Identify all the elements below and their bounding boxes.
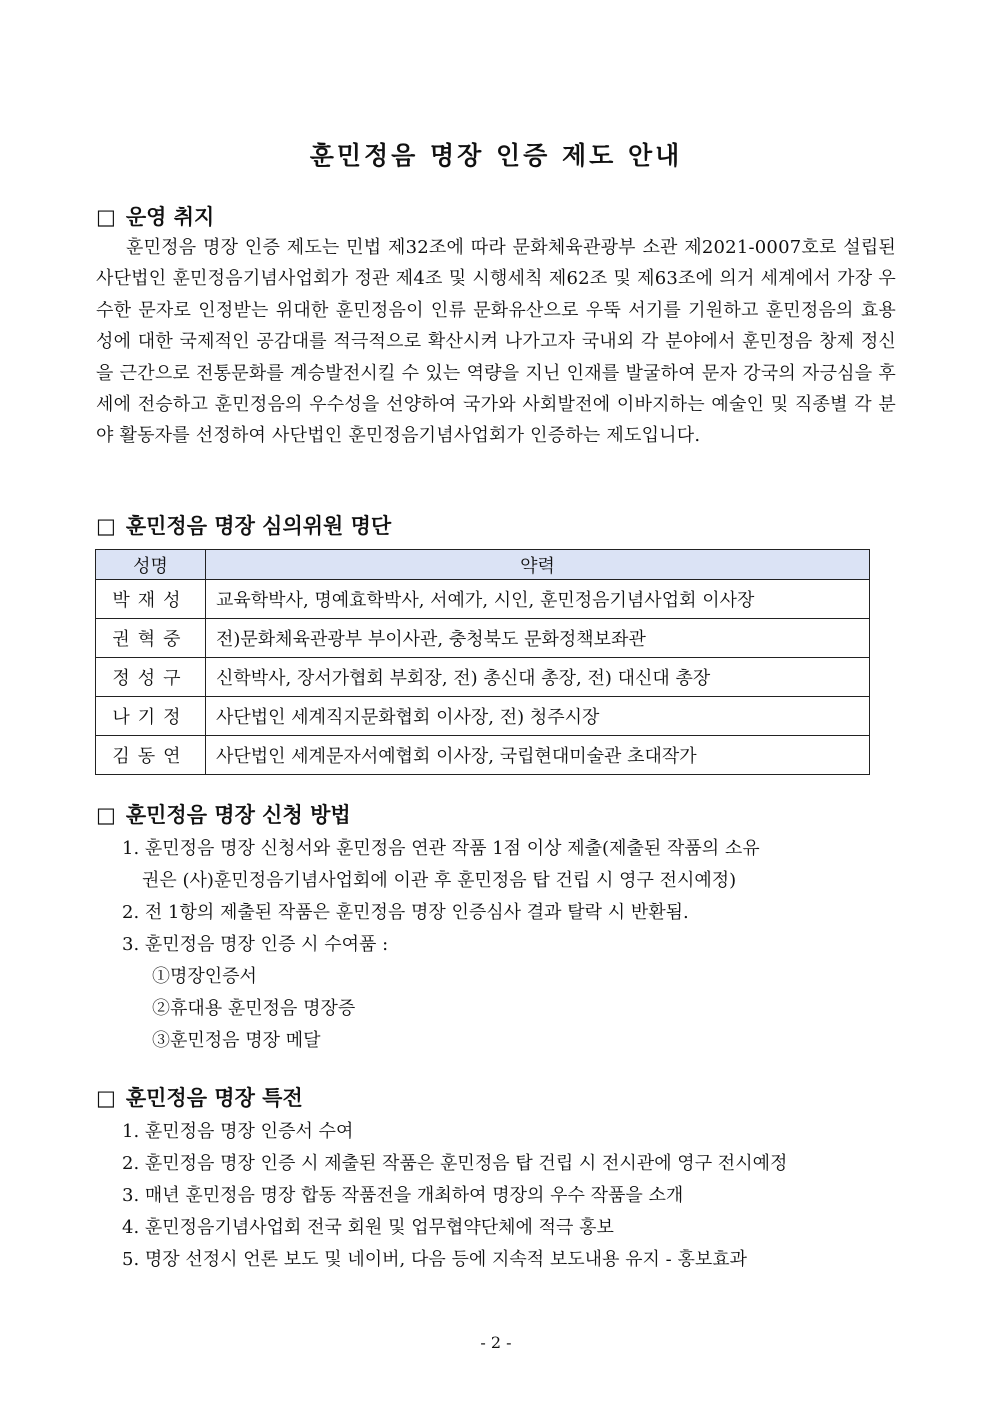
member-name: 김동연 <box>96 736 206 775</box>
table-row <box>96 697 870 736</box>
column-header-career: 약력 <box>206 550 870 580</box>
member-name: 박재성 <box>96 580 206 619</box>
section-heading-label: 훈민정음 명장 신청 방법 <box>125 803 351 827</box>
checkbox-square-icon: □ <box>96 514 116 538</box>
member-name: 나기정 <box>96 697 206 736</box>
member-career: 신학박사, 장서가협회 부회장, 전) 총신대 총장, 전) 대신대 총장 <box>206 658 870 697</box>
award-item-certificate: ①명장인증서 <box>152 966 257 987</box>
member-name: 정성구 <box>96 658 206 697</box>
member-career: 교육학박사, 명예효학박사, 서예가, 시인, 훈민정음기념사업회 이사장 <box>206 580 870 619</box>
section-heading-benefits <box>96 1083 303 1113</box>
section-heading-committee <box>96 511 391 541</box>
checkbox-square-icon: □ <box>96 1086 116 1110</box>
column-header-name: 성명 <box>96 550 206 580</box>
benefit-item: 1. 훈민정음 명장 인증서 수여 <box>122 1121 354 1142</box>
table-row <box>96 580 870 619</box>
table-row <box>96 658 870 697</box>
section-heading-label: 운영 취지 <box>125 205 215 229</box>
page-title: 훈민정음 명장 인증 제도 안내 <box>309 141 683 170</box>
section-heading-label: 훈민정음 명장 특전 <box>125 1086 303 1110</box>
application-item-2: 2. 전 1항의 제출된 작품은 훈민정음 명장 인증심사 결과 탈락 시 반환됨. <box>122 902 689 923</box>
page-number: - 2 - <box>480 1333 512 1352</box>
award-item-card: ②휴대용 훈민정음 명장증 <box>152 998 356 1019</box>
section-heading-purpose <box>96 202 214 232</box>
benefit-item: 2. 훈민정음 명장 인증 시 제출된 작품은 훈민정음 탑 건립 시 전시관에 영구 전시예정 <box>122 1153 788 1174</box>
award-item-medal: ③훈민정음 명장 메달 <box>152 1030 321 1051</box>
benefit-item: 3. 매년 훈민정음 명장 합동 작품전을 개최하여 명장의 우수 작품을 소개 <box>122 1185 684 1206</box>
benefit-item: 4. 훈민정음기념사업회 전국 회원 및 업무협약단체에 적극 홍보 <box>122 1217 614 1238</box>
application-item-1-continued: 권은 (사)훈민정음기념사업회에 이관 후 훈민정음 탑 건립 시 영구 전시예정) <box>142 870 737 891</box>
section-heading-label: 훈민정음 명장 심의위원 명단 <box>125 514 392 538</box>
member-career: 전)문화체육관광부 부이사관, 충청북도 문화정책보좌관 <box>206 619 870 658</box>
purpose-paragraph: 훈민정음 명장 인증 제도는 민법 제32조에 따라 문화체육관광부 소관 제2021-0007호로 설립된 사단법인 훈민정음기념사업회가 정관 제4조 및 시행세칙 제62조 및 제63조에 의거 세계에서 가장 우수한 문자로 인정받는 위대한 훈민정음이 인류 문화유산으로 우뚝 서기를 기원하고 훈민정음의 효용성에 대한 국제적인 공감대를 적극적으로 확산시켜 나가고자 국내외 각 분야에서 훈민정음 창제 정신을 근간으로 전통문화를 계승발전시킬 수 있는 역량을 지닌 인재를 발굴하여 문자 강국의 자긍심을 후세에 전승하고 훈민정음의 우수성을 선양하여 국가와 사회발전에 이바지하는 예술인 및 직종별 각 분야 활동자를 선정하여 사단법인 훈민정음기념사업회가 인증하는 제도입니다. <box>96 237 896 447</box>
table-row <box>96 736 870 775</box>
checkbox-square-icon: □ <box>96 205 116 229</box>
application-item-3: 3. 훈민정음 명장 인증 시 수여품 : <box>122 934 389 955</box>
checkbox-square-icon: □ <box>96 803 116 827</box>
table-header-row <box>96 550 870 580</box>
application-item-1: 1. 훈민정음 명장 신청서와 훈민정음 연관 작품 1점 이상 제출(제출된 작품의 소유 <box>122 838 760 859</box>
benefit-item: 5. 명장 선정시 언론 보도 및 네이버, 다음 등에 지속적 보도내용 유지 - 홍보효과 <box>122 1249 747 1270</box>
committee-table <box>95 549 870 775</box>
member-name: 권혁중 <box>96 619 206 658</box>
member-career: 사단법인 세계직지문화협회 이사장, 전) 청주시장 <box>206 697 870 736</box>
table-row <box>96 619 870 658</box>
member-career: 사단법인 세계문자서예협회 이사장, 국립현대미술관 초대작가 <box>206 736 870 775</box>
section-heading-application <box>96 800 351 830</box>
